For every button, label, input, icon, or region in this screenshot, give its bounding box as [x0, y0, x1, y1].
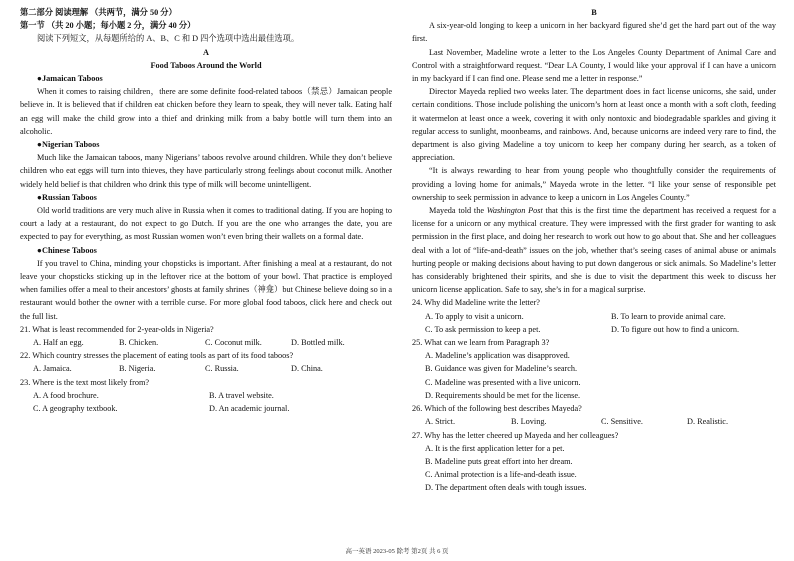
jamaican-body: When it comes to raising children，there are some definite food-related taboos（禁忌）Jamaican people believe in. It is believed that if children eat chicken before they learn to speak, they will never talk. Eating half an egg will make the child grow into a thief and drinking milk from a baby bottle will turn them into an alcoholic. — [20, 87, 392, 136]
q23-option-d[interactable]: D. An academic journal. — [209, 404, 290, 414]
question-24: 24. Why did Madeline write the letter? — [412, 298, 540, 308]
passage-a-title: Food Taboos Around the World — [150, 60, 262, 70]
section-title: 第二部分 阅读理解 （共两节，满分 50 分） — [20, 8, 177, 17]
passage-letter-b: B — [591, 8, 597, 17]
question-26: 26. Which of the following best describes Mayeda? — [412, 404, 582, 414]
q24-option-c[interactable]: C. To ask permission to keep a pet. — [425, 324, 541, 334]
passage-b-paragraph-5 — [412, 204, 776, 296]
q23-option-c[interactable]: C. A geography textbook. — [33, 404, 118, 414]
q21-options — [20, 336, 392, 349]
q26-option-d[interactable]: D. Realistic. — [687, 417, 729, 427]
q25-option-b[interactable]: B. Guidance was given for Madeline’s search. — [425, 364, 578, 374]
q22-option-a[interactable]: A. Jamaica. — [33, 364, 72, 374]
passage-letter-a: A — [203, 47, 209, 57]
q23-option-a[interactable]: A. A food brochure. — [33, 390, 99, 400]
nigerian-body: Much like the Jamaican taboos, many Nigerians’ taboos revolve around children. While they don’t believe children who eat eggs will turn into thieves, they have particularly strong feelings about coconut milk. Another widely held belief is that children who drink this type of milk will become unintelligent. — [20, 153, 392, 189]
q21-option-d[interactable]: D. Bottled milk. — [291, 338, 345, 348]
p5-text-end: that this is the first time the department has received a request for a license for a unicorn or any mythical creature. They were impressed with the first grader for wanting to ask permission in the first place, and doing her research to work out how to go about that. She and her colleagues deal with a lot of “life-and-death” issues on the job, whether that’s seeing cases of animal abuse or animals hurting people or making decisions about having to put down dangerous or sick animals. So Madeline’s letter has considerably brightened their spirits, and she is due to visit the department this week to discuss her unicorn license application. Safe to say, she’s in for a magical surprise. — [412, 206, 777, 295]
p5-text-start: Mayeda told the — [429, 206, 487, 216]
passage-b-paragraph-2: Last November, Madeline wrote a letter to the Los Angeles County Department of Animal Care and Control with a straightforward request. “Dear LA County, I would like your approval if I can have a unicorn in my backyard if I can find one. Please send me a letter in response.” — [412, 47, 776, 84]
q26-option-c[interactable]: C. Sensitive. — [601, 417, 643, 427]
page-footer: 高一英语 2023-05 除考 第2页 共 6 页 — [345, 548, 449, 555]
q21-option-a[interactable]: A. Half an egg. — [33, 338, 84, 348]
q21-option-c[interactable]: C. Coconut milk. — [205, 338, 262, 348]
q24-option-d[interactable]: D. To figure out how to find a unicorn. — [611, 324, 740, 334]
q21-option-b[interactable]: B. Chicken. — [119, 338, 159, 348]
jamaican-heading: ●Jamaican Taboos — [37, 74, 103, 84]
newspaper-name: Washington Post — [486, 206, 543, 216]
passage-b-paragraph-3: Director Mayeda replied two weeks later. The department does in fact license unicorns, she said, under certain conditions. Those include polishing the unicorn’s horn at least once a month with a soft cloth, feeding it watermelon at least once a week, covering it with only nontoxic and biodegradable sparkles and giving it regular access to sunlight, moonbeams, and rainbows. And, because unicorns are indeed very rare to find, the department is also giving Madeline a toy unicorn to keep her company during her search, as a token of appreciation. — [412, 87, 776, 163]
question-27: 27. Why has the letter cheered up Mayeda and her colleagues? — [412, 430, 619, 440]
q22-option-b[interactable]: B. Nigeria. — [119, 364, 156, 374]
question-23: 23. Where is the text most likely from? — [20, 377, 150, 387]
q26-option-a[interactable]: A. Strict. — [425, 417, 456, 427]
passage-b-paragraph-1: A six-year-old longing to keep a unicorn in her backyard figured she’d get the hard part out of the way first. — [412, 21, 776, 44]
q26-option-b[interactable]: B. Loving. — [511, 417, 547, 427]
q23-options — [20, 389, 392, 415]
question-25: 25. What can we learn from Paragraph 3? — [412, 338, 550, 348]
q27-option-a[interactable]: A. It is the first application letter for a pet. — [425, 443, 565, 453]
q22-options — [20, 362, 392, 375]
q25-option-a[interactable]: A. Madeline’s application was disapproved. — [425, 351, 570, 361]
q24-options — [412, 310, 776, 336]
q24-option-b[interactable]: B. To learn to provide animal care. — [611, 311, 726, 321]
subsection-title: 第一节 （共 20 小题；每小题 2 分，满分 40 分） — [20, 21, 196, 31]
passage-b-paragraph-4: “It is always rewarding to hear from young people who thoughtfully consider the requirements of providing a loving home for animals,” Mayeda wrote in the letter. “I like your sense of responsible pet ownership to seek permission in advance to keep a unicorn in Los Angeles County.” — [412, 166, 776, 202]
q27-option-b[interactable]: B. Madeline puts great effort into her dream. — [425, 456, 573, 466]
chinese-heading: ●Chinese Taboos — [37, 245, 97, 255]
q22-option-c[interactable]: C. Russia. — [205, 364, 239, 374]
russian-heading: ●Russian Taboos — [37, 192, 97, 202]
nigerian-heading: ●Nigerian Taboos — [37, 140, 100, 150]
q23-option-b[interactable]: B. A travel website. — [209, 390, 274, 400]
q25-option-d[interactable]: D. Requirements should be met for the license. — [425, 390, 581, 400]
q25-option-c[interactable]: C. Madeline was presented with a live unicorn. — [425, 377, 581, 387]
q27-options — [412, 442, 776, 495]
q22-option-d[interactable]: D. China. — [291, 364, 323, 374]
right-column — [412, 6, 776, 495]
q27-option-c[interactable]: C. Animal protection is a life-and-death issue. — [425, 470, 577, 480]
question-22: 22. Which country stresses the placement of eating tools as part of its food taboos? — [20, 351, 294, 361]
question-21: 21. What is least recommended for 2-year-olds in Nigeria? — [20, 324, 214, 334]
chinese-body: If you travel to China, minding your chopsticks is important. After finishing a meal at a restaurant, do not leave your chopsticks sticking up in the leftover rice at the bottom of your bowl. That practice is employed when families offer a meal to their ancestors’ ghosts at family shrines（神龛）but Chinese believe doing so in a restaurant would bother the owner with a terrible curse. For more global food taboos, click here and check out the full list. — [20, 258, 392, 321]
q26-options — [412, 415, 776, 428]
russian-body: Old world traditions are very much alive in Russia when it comes to traditional dating. If you are hoping to court a lady at a restaurant, do not expect to go Dutch. If you are the one who arranges the date, you are expected to pay for everything, as most Russian women won’t even bring their wallets on a formal date. — [20, 206, 392, 242]
instruction: 阅读下列短文，从每题所给的 A、B、C 和 D 四个选项中选出最佳选项。 — [37, 34, 300, 44]
left-column — [20, 6, 392, 415]
q24-option-a[interactable]: A. To apply to visit a unicorn. — [425, 311, 524, 321]
q25-options — [412, 349, 776, 402]
q27-option-d[interactable]: D. The department often deals with tough issues. — [425, 483, 587, 493]
